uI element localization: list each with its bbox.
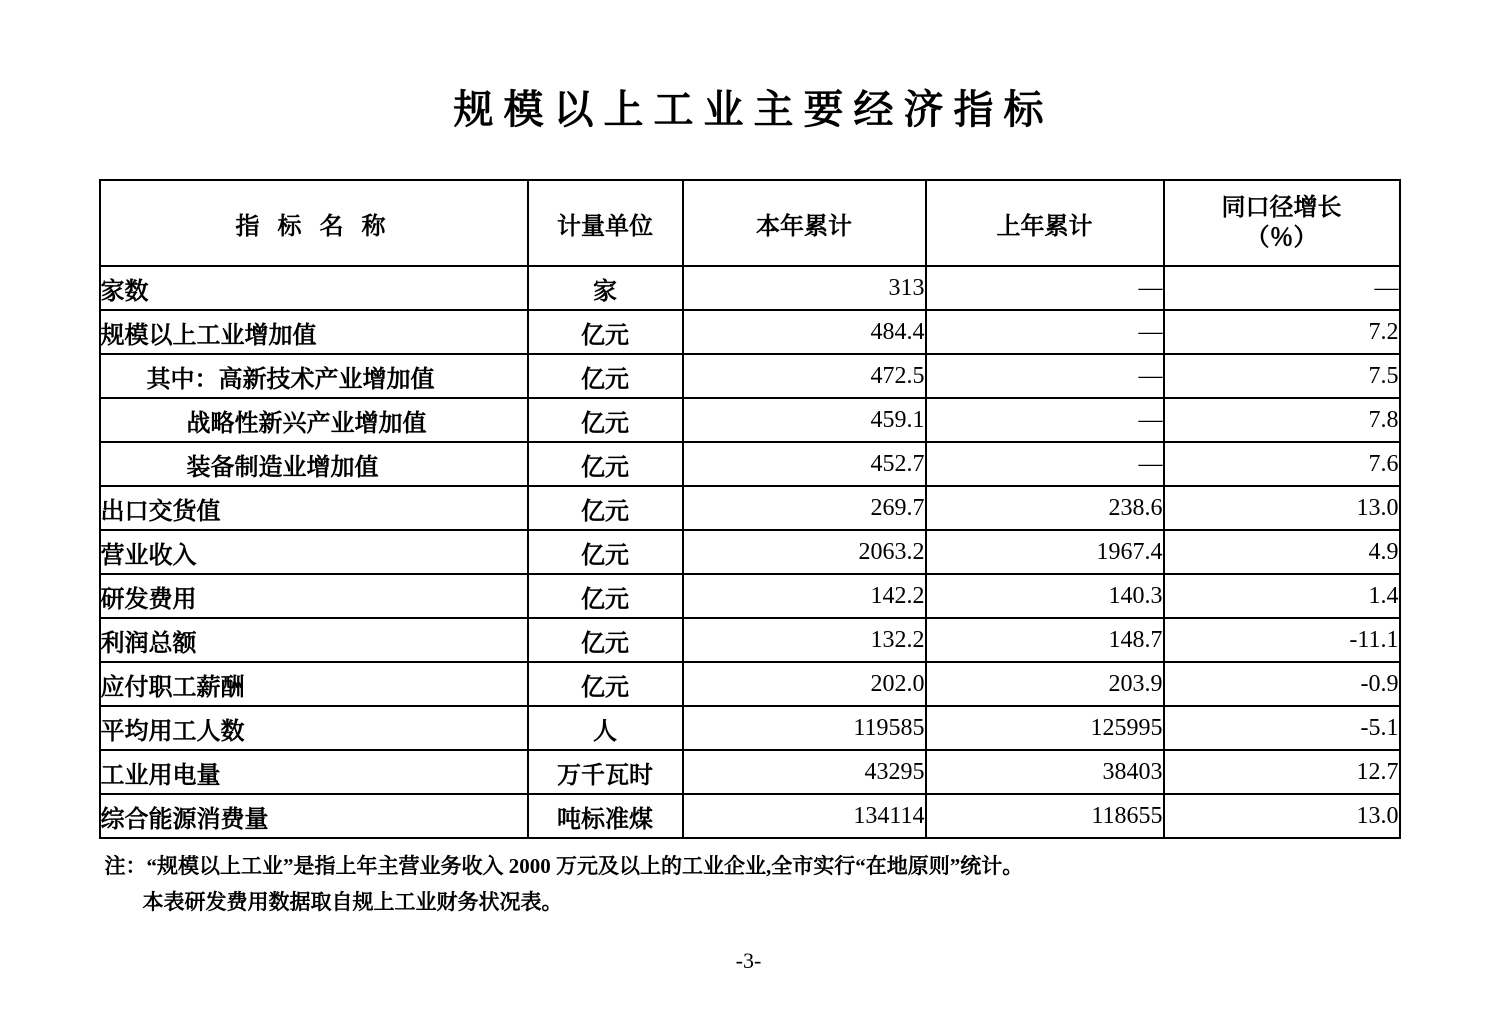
indicator-table xyxy=(99,179,1401,839)
cell-current-year: 2063.2 xyxy=(683,530,926,574)
cell-previous-year: 238.6 xyxy=(926,486,1164,530)
cell-indicator-name: 研发费用 xyxy=(100,574,528,618)
cell-previous-year: 148.7 xyxy=(926,618,1164,662)
cell-growth: -0.9 xyxy=(1164,662,1400,706)
table-row xyxy=(100,706,1400,750)
cell-unit: 亿元 xyxy=(528,310,683,354)
table-row xyxy=(100,442,1400,486)
cell-current-year: 134114 xyxy=(683,794,926,838)
column-header-current-year: 本年累计 xyxy=(683,180,926,266)
cell-previous-year: 38403 xyxy=(926,750,1164,794)
cell-unit: 亿元 xyxy=(528,574,683,618)
cell-growth: 1.4 xyxy=(1164,574,1400,618)
cell-indicator-name: 其中：高新技术产业增加值 xyxy=(100,354,528,398)
cell-indicator-name: 家数 xyxy=(100,266,528,310)
cell-growth: 7.8 xyxy=(1164,398,1400,442)
cell-current-year: 484.4 xyxy=(683,310,926,354)
table-notes xyxy=(99,849,1399,920)
cell-current-year: 269.7 xyxy=(683,486,926,530)
cell-previous-year: — xyxy=(926,354,1164,398)
table-row xyxy=(100,530,1400,574)
cell-unit: 亿元 xyxy=(528,398,683,442)
column-header-growth-line1: 同口径增长 xyxy=(1221,195,1342,221)
cell-current-year: 202.0 xyxy=(683,662,926,706)
table-row xyxy=(100,618,1400,662)
cell-indicator-name: 利润总额 xyxy=(100,618,528,662)
table-row xyxy=(100,574,1400,618)
cell-current-year: 459.1 xyxy=(683,398,926,442)
cell-indicator-name: 应付职工薪酬 xyxy=(100,662,528,706)
table-header-row xyxy=(100,180,1400,266)
cell-growth: 7.2 xyxy=(1164,310,1400,354)
column-header-growth xyxy=(1164,180,1400,266)
cell-unit: 亿元 xyxy=(528,618,683,662)
cell-indicator-name: 平均用工人数 xyxy=(100,706,528,750)
table-row xyxy=(100,266,1400,310)
table-row xyxy=(100,662,1400,706)
table-row xyxy=(100,794,1400,838)
cell-current-year: 119585 xyxy=(683,706,926,750)
page-number: -3- xyxy=(735,948,762,974)
cell-previous-year: 125995 xyxy=(926,706,1164,750)
cell-previous-year: 140.3 xyxy=(926,574,1164,618)
cell-current-year: 313 xyxy=(683,266,926,310)
cell-current-year: 142.2 xyxy=(683,574,926,618)
cell-previous-year: 203.9 xyxy=(926,662,1164,706)
cell-previous-year: 118655 xyxy=(926,794,1164,838)
cell-indicator-name: 工业用电量 xyxy=(100,750,528,794)
cell-current-year: 452.7 xyxy=(683,442,926,486)
cell-indicator-name: 战略性新兴产业增加值 xyxy=(100,398,528,442)
cell-unit: 亿元 xyxy=(528,486,683,530)
cell-indicator-name: 规模以上工业增加值 xyxy=(100,310,528,354)
indicator-table-container xyxy=(99,179,1399,839)
column-header-indicator-name: 指 标 名 称 xyxy=(100,180,528,266)
cell-growth: -5.1 xyxy=(1164,706,1400,750)
cell-current-year: 472.5 xyxy=(683,354,926,398)
cell-growth: 13.0 xyxy=(1164,486,1400,530)
cell-unit: 亿元 xyxy=(528,442,683,486)
cell-growth: 12.7 xyxy=(1164,750,1400,794)
cell-growth: — xyxy=(1164,266,1400,310)
table-row xyxy=(100,398,1400,442)
cell-previous-year: — xyxy=(926,442,1164,486)
note-line-1: 注：“规模以上工业”是指上年主营业务收入 2000 万元及以上的工业企业,全市实行“在地原则”统计。 xyxy=(104,854,1024,878)
cell-unit: 万千瓦时 xyxy=(528,750,683,794)
table-body xyxy=(100,266,1400,838)
cell-growth: 4.9 xyxy=(1164,530,1400,574)
cell-unit: 人 xyxy=(528,706,683,750)
cell-growth: -11.1 xyxy=(1164,618,1400,662)
table-row xyxy=(100,310,1400,354)
cell-current-year: 43295 xyxy=(683,750,926,794)
cell-unit: 吨标准煤 xyxy=(528,794,683,838)
cell-previous-year: 1967.4 xyxy=(926,530,1164,574)
cell-indicator-name: 综合能源消费量 xyxy=(100,794,528,838)
column-header-unit: 计量单位 xyxy=(528,180,683,266)
note-line-2: 本表研发费用数据取自规上工业财务状况表。 xyxy=(142,889,563,914)
cell-growth: 7.5 xyxy=(1164,354,1400,398)
table-row xyxy=(100,354,1400,398)
page-title: 规模以上工业主要经济指标 xyxy=(453,87,1054,132)
cell-current-year: 132.2 xyxy=(683,618,926,662)
cell-unit: 亿元 xyxy=(528,662,683,706)
table-row xyxy=(100,750,1400,794)
cell-previous-year: — xyxy=(926,266,1164,310)
cell-previous-year: — xyxy=(926,310,1164,354)
cell-indicator-name: 装备制造业增加值 xyxy=(100,442,528,486)
cell-previous-year: — xyxy=(926,398,1164,442)
column-header-previous-year: 上年累计 xyxy=(926,180,1164,266)
cell-unit: 亿元 xyxy=(528,530,683,574)
cell-growth: 13.0 xyxy=(1164,794,1400,838)
table-header xyxy=(100,180,1400,266)
cell-indicator-name: 营业收入 xyxy=(100,530,528,574)
cell-growth: 7.6 xyxy=(1164,442,1400,486)
cell-unit: 家 xyxy=(528,266,683,310)
table-row xyxy=(100,486,1400,530)
column-header-growth-line2: （％） xyxy=(1245,225,1318,251)
cell-unit: 亿元 xyxy=(528,354,683,398)
cell-indicator-name: 出口交货值 xyxy=(100,486,528,530)
